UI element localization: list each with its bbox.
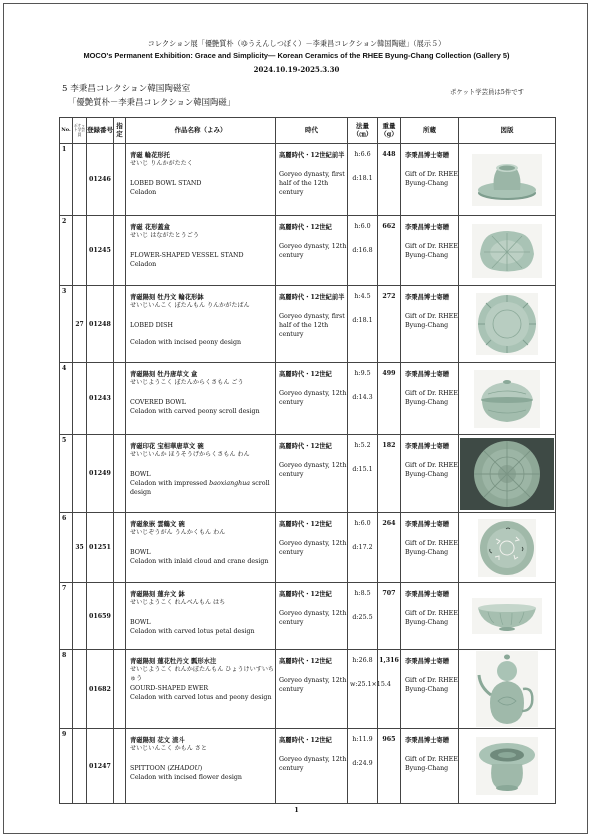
row-image [459, 729, 556, 804]
col-header-no: No. [60, 118, 73, 144]
size-diameter: d:16.8 [352, 247, 373, 254]
col-header-pocket: ポケット学芸員 [73, 118, 87, 144]
row-pocket: 35 [73, 513, 87, 583]
col-header-size: 法量（㎝） [348, 118, 378, 144]
row-reg-number: 01245 [87, 216, 114, 286]
era-ja: 高麗時代・12世紀 [279, 658, 332, 665]
row-pocket [73, 363, 87, 435]
row-weight: 499 [378, 363, 401, 435]
col-header-image: 図版 [459, 118, 556, 144]
lotus-bowl-photo [472, 598, 542, 634]
collection-ja: 李秉昌博士寄贈 [405, 521, 450, 528]
table-row [60, 583, 556, 650]
row-no: 1 [60, 144, 73, 216]
row-work [126, 583, 276, 650]
size-height: h:6.0 [354, 520, 371, 527]
work-name-ja: 青磁 花形蓋盒 [130, 224, 170, 231]
col-header-designation: 指定 [114, 118, 126, 144]
row-pocket [73, 144, 87, 216]
inlaid-bowl-photo [478, 519, 536, 577]
table-row [60, 363, 556, 435]
row-image [459, 650, 556, 729]
era-ja: 高麗時代・12世紀 [279, 521, 332, 528]
work-reading: せいじ はながたとうごう [130, 232, 199, 240]
row-collection [401, 650, 459, 729]
gourd-ewer-photo [476, 651, 538, 727]
row-designation [114, 144, 126, 216]
name-text-end: ) [199, 764, 203, 772]
col-header-collection: 所蔵 [401, 118, 459, 144]
work-name-ja: 青磁陽刻 花文 渣斗 [130, 737, 185, 744]
size-diameter: d:14.3 [352, 394, 373, 401]
row-era [276, 729, 348, 804]
row-image [459, 286, 556, 363]
row-designation [114, 286, 126, 363]
row-reg-number: 01659 [87, 583, 114, 650]
row-work [126, 216, 276, 286]
row-reg-number: 01682 [87, 650, 114, 729]
row-image [459, 435, 556, 513]
row-reg-number: 01248 [87, 286, 114, 363]
table-row [60, 144, 556, 216]
era-en: Goryeo dynasty, 12th century [279, 462, 347, 479]
covered-bowl-photo [474, 370, 540, 428]
collection-ja: 李秉昌博士寄贈 [405, 371, 450, 378]
row-image [459, 513, 556, 583]
work-reading: せいじぞうがん うんかくもん わん [130, 529, 226, 537]
desc-text: Celadon with impressed [130, 480, 210, 488]
collection-ja: 李秉昌博士寄贈 [405, 294, 450, 301]
exhibition-dates: 2024.10.19-2025.3.30 [253, 65, 340, 74]
row-weight: 965 [378, 729, 401, 804]
collection-en: Gift of Dr. RHEE Byung-Chang [405, 390, 458, 407]
row-reg-number: 01243 [87, 363, 114, 435]
row-image [459, 144, 556, 216]
size-height: h:26.8 [352, 657, 373, 664]
row-collection [401, 363, 459, 435]
size-diameter: d:24.9 [352, 760, 373, 767]
row-designation [114, 650, 126, 729]
section-title: 5 李秉昌コレクション韓国陶磁室 [62, 84, 191, 94]
row-no: 3 [60, 286, 73, 363]
impressed-bowl-photo [460, 438, 554, 510]
collection-en: Gift of Dr. RHEE Byung-Chang [405, 677, 458, 694]
row-weight: 264 [378, 513, 401, 583]
row-collection [401, 583, 459, 650]
work-name-en: GOURD-SHAPED EWER [130, 684, 209, 692]
work-name-en [130, 764, 275, 773]
work-name-ja: 青磁印花 宝相華唐草文 碗 [130, 443, 204, 450]
row-size [348, 513, 378, 583]
flower-vessel-stand-photo [472, 224, 542, 278]
row-collection [401, 513, 459, 583]
row-era [276, 363, 348, 435]
collection-en: Gift of Dr. RHEE Byung-Chang [405, 313, 458, 330]
table-header-row [60, 118, 556, 144]
row-work [126, 650, 276, 729]
era-en: Goryeo dynasty, 12th century [279, 677, 347, 694]
size-height: h:6.6 [354, 151, 371, 158]
row-pocket [73, 583, 87, 650]
era-en: Goryeo dynasty, first half of the 12th century [279, 171, 345, 197]
row-pocket [73, 650, 87, 729]
work-name-en: LOBED DISH [130, 321, 173, 329]
row-reg-number: 01247 [87, 729, 114, 804]
row-collection [401, 435, 459, 513]
work-name-en: COVERED BOWL [130, 398, 186, 406]
size-height: h:9.5 [354, 370, 371, 377]
era-en: Goryeo dynasty, 12th century [279, 756, 347, 773]
col-header-reg: 登録番号 [87, 118, 114, 144]
row-work [126, 286, 276, 363]
row-weight: 707 [378, 583, 401, 650]
work-desc-en: Celadon with carved lotus and peony design [130, 693, 272, 701]
size-height: h:5.2 [354, 442, 371, 449]
collection-ja: 李秉昌博士寄贈 [405, 152, 450, 159]
col-header-weight: 重量（g） [378, 118, 401, 144]
section-subtitle: 「優艶質朴－李秉昌コレクション韓国陶磁」 [68, 97, 236, 107]
work-name-ja: 青磁陽刻 牡丹唐草文 盒 [130, 371, 198, 378]
work-desc-en: Celadon with inlaid cloud and crane design [130, 558, 269, 566]
row-designation [114, 363, 126, 435]
row-weight: 182 [378, 435, 401, 513]
table-row [60, 729, 556, 804]
collection-en: Gift of Dr. RHEE Byung-Chang [405, 540, 458, 557]
table-row [60, 435, 556, 513]
table-row [60, 513, 556, 583]
work-name-en: BOWL [130, 618, 151, 626]
size-height: h:11.9 [352, 736, 373, 743]
era-ja: 高麗時代・12世紀前半 [279, 152, 345, 159]
collection-en: Gift of Dr. RHEE Byung-Chang [405, 756, 458, 773]
row-no: 6 [60, 513, 73, 583]
row-pocket [73, 435, 87, 513]
size-width: w:25.1×15.4 [350, 681, 391, 688]
row-size [348, 286, 378, 363]
era-ja: 高麗時代・12世紀 [279, 737, 332, 744]
work-reading: せいじようこく れんべんもん はち [130, 599, 226, 607]
col-header-era: 時代 [276, 118, 348, 144]
era-ja: 高麗時代・12世紀 [279, 443, 332, 450]
size-diameter: d:17.2 [352, 544, 373, 551]
exhibition-title-en: MOCO's Permanent Exhibition: Grace and Simplicity— Korean Ceramics of the RHEE Byung-Chang Collection (Gallery 5) [83, 51, 510, 60]
row-weight: 272 [378, 286, 401, 363]
row-era [276, 583, 348, 650]
row-reg-number: 01249 [87, 435, 114, 513]
collection-ja: 李秉昌博士寄贈 [405, 658, 450, 665]
page-number: 1 [294, 806, 299, 814]
row-reg-number: 01251 [87, 513, 114, 583]
work-reading: せいじいんこく ぼたんもん りんかがたばん [130, 302, 250, 310]
col-header-work: 作品名称（よみ） [126, 118, 276, 144]
row-designation [114, 513, 126, 583]
work-name-ja: 青磁陽刻 蓮花牡丹文 瓢形水注 [130, 658, 217, 665]
row-no: 7 [60, 583, 73, 650]
row-work [126, 513, 276, 583]
lobed-dish-photo [476, 293, 538, 355]
work-desc-en: Celadon [130, 189, 157, 197]
row-designation [114, 435, 126, 513]
collection-en: Gift of Dr. RHEE Byung-Chang [405, 462, 458, 479]
pocket-curator-note: ポケット学芸員は5件です [450, 88, 525, 96]
table-row [60, 286, 556, 363]
table-row [60, 216, 556, 286]
work-name-en: FLOWER-SHAPED VESSEL STAND [130, 251, 244, 259]
spittoon-photo [476, 737, 538, 795]
row-weight: 1,316 [378, 650, 401, 729]
row-size [348, 583, 378, 650]
row-designation [114, 216, 126, 286]
work-desc-en: Celadon with carved peony scroll design [130, 408, 260, 416]
row-image [459, 363, 556, 435]
row-no: 8 [60, 650, 73, 729]
row-era [276, 513, 348, 583]
era-ja: 高麗時代・12世紀前半 [279, 294, 345, 301]
row-size [348, 144, 378, 216]
row-era [276, 216, 348, 286]
era-en: Goryeo dynasty, 12th century [279, 610, 347, 627]
collection-ja: 李秉昌博士寄贈 [405, 443, 450, 450]
work-name-en: BOWL [130, 470, 151, 478]
size-height: h:6.0 [354, 223, 371, 230]
row-era [276, 650, 348, 729]
work-name-ja: 青磁陽刻 牡丹文 輪花形鉢 [130, 294, 204, 301]
collection-en: Gift of Dr. RHEE Byung-Chang [405, 171, 458, 188]
row-work [126, 435, 276, 513]
era-en: Goryeo dynasty, first half of the 12th century [279, 313, 345, 339]
row-era [276, 144, 348, 216]
work-reading: せいじいんこく かもん さと [130, 745, 207, 753]
row-collection [401, 286, 459, 363]
row-collection [401, 144, 459, 216]
table-row [60, 650, 556, 729]
era-en: Goryeo dynasty, 12th century [279, 540, 347, 557]
work-name-ja: 青磁 輪花形托 [130, 152, 170, 159]
work-desc-en: Celadon [130, 261, 157, 269]
name-italic-term: ZHADOU [169, 764, 200, 772]
work-name-en: BOWL [130, 548, 151, 556]
row-size [348, 363, 378, 435]
era-ja: 高麗時代・12世紀 [279, 591, 332, 598]
collection-en: Gift of Dr. RHEE Byung-Chang [405, 610, 458, 627]
era-ja: 高麗時代・12世紀 [279, 224, 332, 231]
row-weight: 662 [378, 216, 401, 286]
size-diameter: d:18.1 [352, 175, 373, 182]
row-no: 9 [60, 729, 73, 804]
row-designation [114, 729, 126, 804]
size-diameter: d:18.1 [352, 317, 373, 324]
row-pocket [73, 729, 87, 804]
work-name-ja: 青磁象嵌 雲鶴文 碗 [130, 521, 185, 528]
row-size [348, 435, 378, 513]
work-reading: せいじ りんかがたたく [130, 160, 193, 168]
size-diameter: d:15.1 [352, 466, 373, 473]
row-size [348, 216, 378, 286]
collection-en: Gift of Dr. RHEE Byung-Chang [405, 243, 458, 260]
exhibition-title-ja: コレクション展「優艶質朴（ゆうえんしつぼく）－李秉昌コレクション韓国陶磁」（展示５） [147, 39, 446, 48]
work-reading: せいじようこく れんかぼたんもん ひょうけいすいちゅう [130, 666, 275, 682]
row-no: 2 [60, 216, 73, 286]
era-ja: 高麗時代・12世紀 [279, 371, 332, 378]
catalog-table [59, 117, 556, 804]
collection-ja: 李秉昌博士寄贈 [405, 224, 450, 231]
size-height: h:8.5 [354, 590, 371, 597]
row-weight: 448 [378, 144, 401, 216]
row-pocket: 27 [73, 286, 87, 363]
row-collection [401, 216, 459, 286]
work-desc-en: Celadon with incised flower design [130, 774, 242, 782]
work-desc-en: Celadon with carved lotus petal design [130, 628, 255, 636]
row-era [276, 286, 348, 363]
work-name-ja: 青磁陽刻 蓮弁文 鉢 [130, 591, 185, 598]
work-desc-en [130, 479, 275, 497]
lobed-bowl-stand-photo [472, 154, 542, 206]
size-height: h:4.5 [354, 293, 371, 300]
row-era [276, 435, 348, 513]
row-size [348, 729, 378, 804]
work-reading: せいじようこく ぼたんからくさもん ごう [130, 379, 244, 387]
era-en: Goryeo dynasty, 12th century [279, 243, 347, 260]
row-reg-number: 01246 [87, 144, 114, 216]
row-image [459, 583, 556, 650]
name-text: SPITTOON ( [130, 764, 170, 772]
size-diameter: d:25.5 [352, 614, 373, 621]
era-en: Goryeo dynasty, 12th century [279, 390, 347, 407]
row-work [126, 144, 276, 216]
work-reading: せいじいんか ほうそうげからくさもん わん [130, 451, 250, 459]
work-name-en: LOBED BOWL STAND [130, 179, 202, 187]
collection-ja: 李秉昌博士寄贈 [405, 737, 450, 744]
row-collection [401, 729, 459, 804]
desc-italic-term: baoxianghua [209, 480, 251, 488]
work-desc-en: Celadon with incised peony design [130, 339, 242, 347]
row-designation [114, 583, 126, 650]
row-pocket [73, 216, 87, 286]
row-work [126, 729, 276, 804]
row-work [126, 363, 276, 435]
collection-ja: 李秉昌博士寄贈 [405, 591, 450, 598]
row-no: 5 [60, 435, 73, 513]
desc-text-end: scroll design [130, 480, 270, 497]
row-image [459, 216, 556, 286]
row-no: 4 [60, 363, 73, 435]
